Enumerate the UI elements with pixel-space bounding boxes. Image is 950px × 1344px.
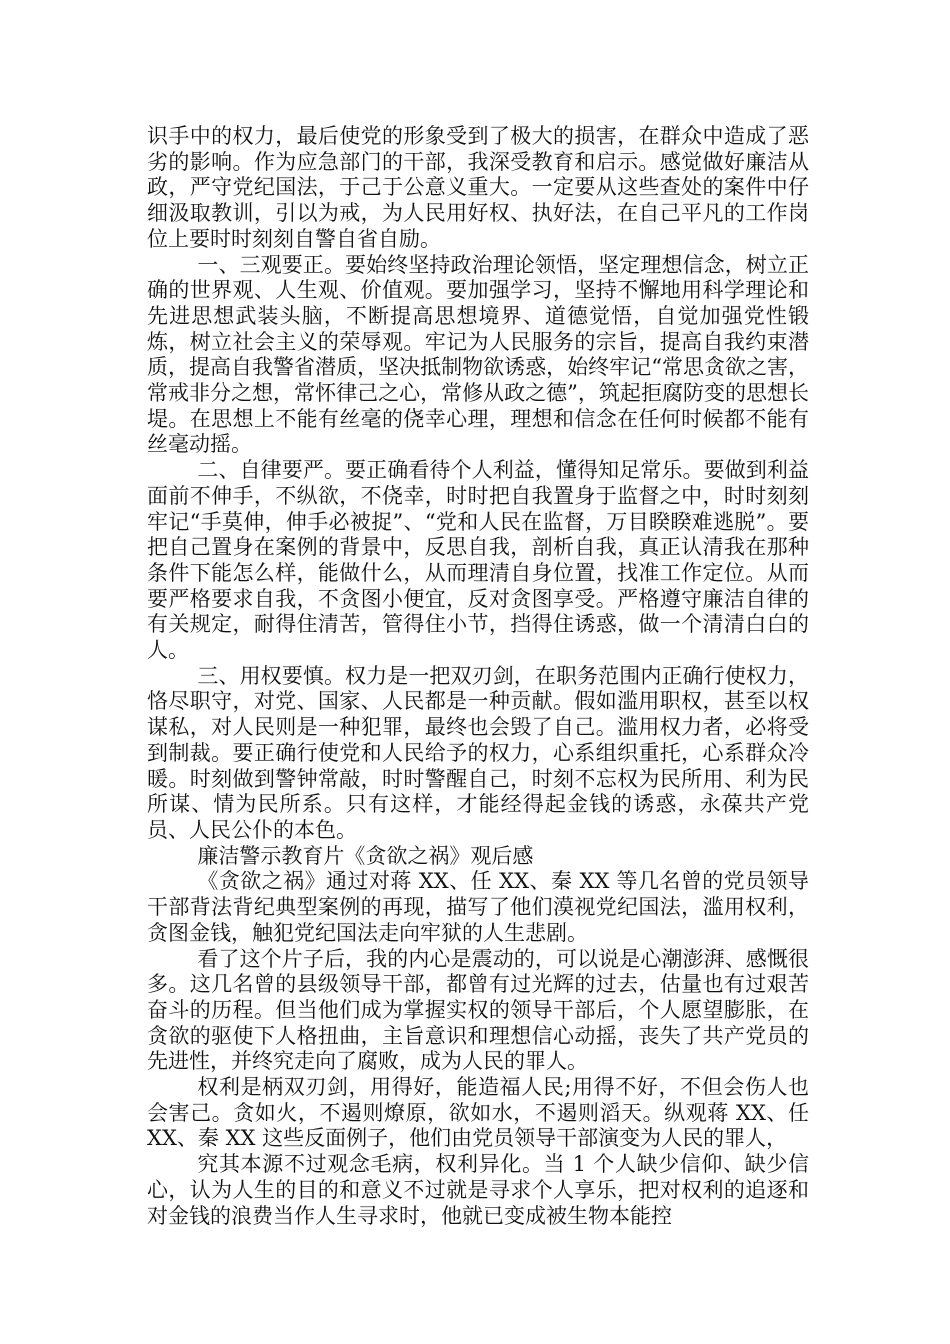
paragraph-intro: 识手中的权力，最后使党的形象受到了极大的损害，在群众中造成了恶劣的影响。作为应急部门的干部，我深受教育和启示。感觉做好廉洁从政，严守党纪国法，于己于公意义重大。一定要从这些查处的案件中仔细汲取教训，引以为戒，为人民用好权、执好法，在自己平凡的工作岗位上要时时刻刻自警自省自励。 <box>147 124 809 251</box>
paragraph-point-two: 二、自律要严。要正确看待个人利益，懂得知足常乐。要做到利益面前不伸手，不纵欲，不侥幸，时时把自我置身于监督之中，时时刻刻牢记“手莫伸，伸手必被捉”、“党和人民在监督，万目睽睽难逃脱”。要把自己置身在案例的背景中，反思自我，剖析自我，真正认清我在那种条件下能怎么样，能做什么，从而理清自身位置，找准工作定位。从而要严格要求自我，不贪图小便宜，反对贪图享受。严格遵守廉洁自律的有关规定，耐得住清苦，管得住小节，挡得住诱惑，做一个清清白白的人。 <box>147 458 809 663</box>
paragraph-reflection: 看了这个片子后，我的内心是震动的，可以说是心潮澎湃、感慨很多。这几名曾的县级领导干部，都曾有过光辉的过去，估量也有过艰苦奋斗的历程。但当他们成为掌握实权的领导干部后，个人愿望膨胀，在贪欲的驱使下人格扭曲，主旨意识和理想信心动摇，丧失了共产党员的先进性，并终究走向了腐败，成为人民的罪人。 <box>147 946 809 1074</box>
paragraph-point-one: 一、三观要正。要始终坚持政治理论领悟，坚定理想信念，树立正确的世界观、人生观、价值观。要加强学习，坚持不懈地用科学理论和先进思想武装头脑，不断提高思想境界、道德觉悟，自觉加强党性锻炼，树立社会主义的荣辱观。牢记为人民服务的宗旨，提高自我约束潜质，提高自我警省潜质，坚决抵制物欲诱惑，始终牢记“常思贪欲之害，常戒非分之想，常怀律己之心，常修从政之德”，筑起拒腐防变的思想长堤。在思想上不能有丝毫的侥幸心理，理想和信念在任何时候都不能有丝毫动摇。 <box>147 252 809 457</box>
section-title: 廉洁警示教育片《贪欲之祸》观后感 <box>197 843 534 868</box>
document-body <box>147 124 809 1229</box>
paragraph-power: 权利是柄双刃剑，用得好，能造福人民;用得不好，不但会伤人也会害己。贪如火，不遏则燎原，欲如水，不遏则滔天。纵观蒋 XX、任 XX、秦 XX 这些反面例子，他们由党员领导干部演变为人民的罪人， <box>147 1075 809 1151</box>
paragraph-point-three: 三、用权要慎。权力是一把双刃剑，在职务范围内正确行使权力，恪尽职守，对党、国家、人民都是一种贡献。假如滥用职权，甚至以权谋私，对人民则是一种犯罪，最终也会毁了自己。滥用权力者，必将受到制裁。要正确行使党和人民给予的权力，心系组织重托，心系群众冷暖。时刻做到警钟常敲，时时警醒自己，时刻不忘权为民所用、利为民所谋、情为民所系。只有这样，才能经得起金钱的诱惑，永葆共产党员、人民公仆的本色。 <box>147 663 809 842</box>
paragraph-film-intro: 《贪欲之祸》通过对蒋 XX、任 XX、秦 XX 等几名曾的党员领导干部背法背纪典型案例的再现，描写了他们漠视党纪国法，滥用权利，贪图金钱，触犯党纪国法走向牢狱的人生悲剧。 <box>147 869 809 945</box>
paragraph-root-cause: 究其本源不过观念毛病，权利异化。当 1 个人缺少信仰、缺少信心，认为人生的目的和意义不过就是寻求个人享乐，把对权利的追逐和对金钱的浪费当作人生寻求时，他就已变成被生物本能控 <box>147 1152 809 1228</box>
